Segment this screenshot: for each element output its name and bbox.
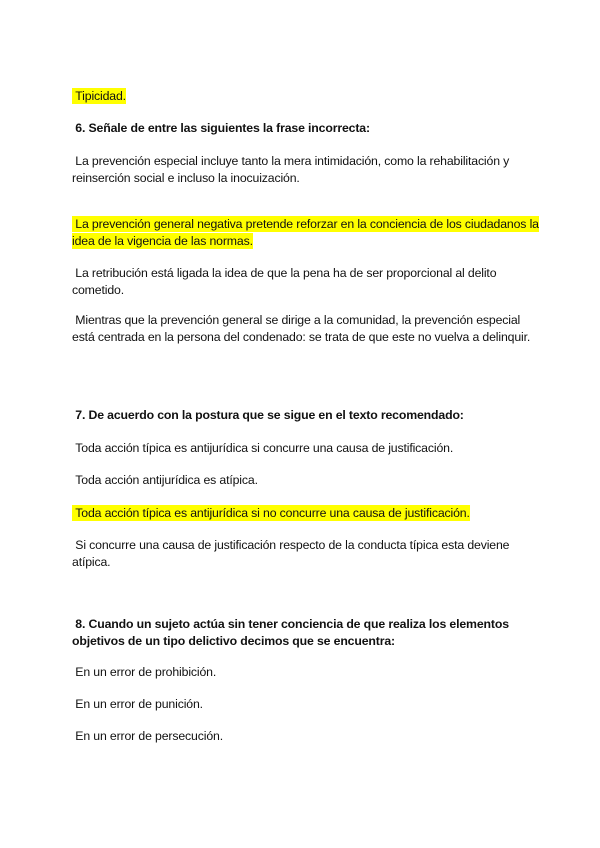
question-7-option-3 <box>72 505 542 522</box>
previous-answer <box>72 88 542 105</box>
question-8-option-2: En un error de punición. <box>72 697 203 711</box>
question-7-option-1: Toda acción típica es antijurídica si concurre una causa de justificación. <box>72 441 454 455</box>
highlighted-answer: La prevención general negativa pretende reforzar en la conciencia de los ciudadanos la idea de la vigencia de las normas. <box>72 217 539 248</box>
question-7-option-4: Si concurre una causa de justificación respecto de la conducta típica esta deviene atípica. <box>72 538 510 569</box>
highlighted-answer: Tipicidad. <box>72 89 126 103</box>
question-6-option-1: La prevención especial incluye tanto la mera intimidación, como la rehabilitación y reinserción social e incluso la inocuización. <box>72 154 510 185</box>
question-7-title: 7. De acuerdo con la postura que se sigue en el texto recomendado: <box>72 408 464 422</box>
question-6-option-3: La retribución está ligada la idea de que la pena ha de ser proporcional al delito cometido. <box>72 266 497 297</box>
question-7-option-2: Toda acción antijurídica es atípica. <box>72 473 258 487</box>
highlighted-answer: Toda acción típica es antijurídica si no concurre una causa de justificación. <box>72 506 470 520</box>
question-6-option-2 <box>72 216 542 249</box>
question-8-title: 8. Cuando un sujeto actúa sin tener conciencia de que realiza los elementos objetivos de un tipo delictivo decimos que se encuentra: <box>72 617 509 648</box>
question-8-option-3: En un error de persecución. <box>72 729 223 743</box>
question-8-option-1: En un error de prohibición. <box>72 665 217 679</box>
question-6-option-4: Mientras que la prevención general se dirige a la comunidad, la prevención especial está centrada en la persona del condenado: se trata de que este no vuelva a delinquir. <box>72 313 531 344</box>
question-6-title: 6. Señale de entre las siguientes la frase incorrecta: <box>72 121 370 135</box>
